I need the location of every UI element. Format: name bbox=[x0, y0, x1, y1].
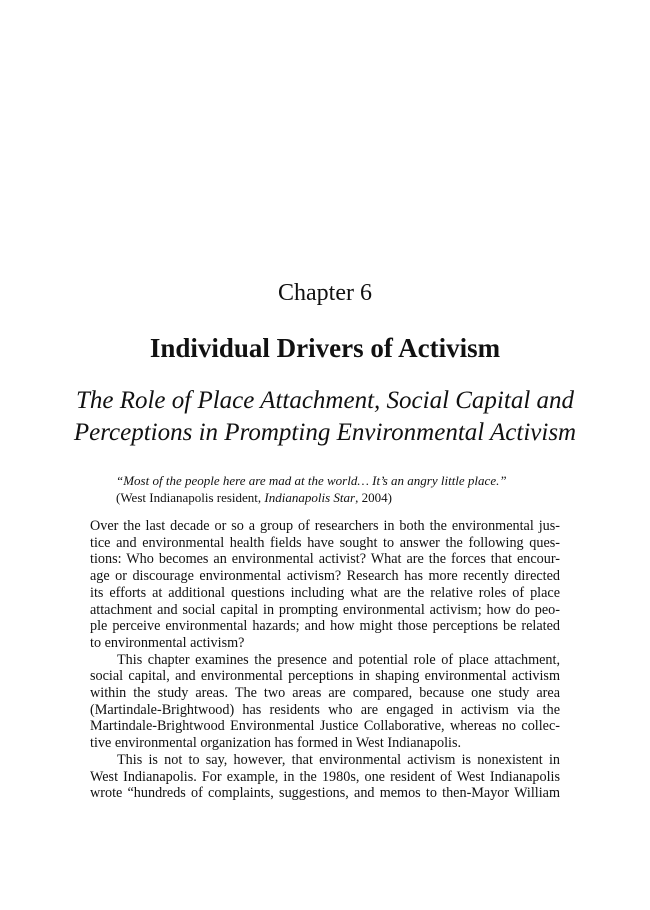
chapter-label: Chapter 6 bbox=[278, 280, 372, 306]
body-line: West Indianapolis. For example, in the 1980s, one resident of West Indianapolis bbox=[90, 768, 560, 785]
body-line: age or discourage environmental activism? Research has more recently directed bbox=[90, 568, 560, 585]
chapter-subtitle bbox=[60, 385, 590, 449]
body-text bbox=[90, 518, 560, 802]
epigraph bbox=[116, 472, 586, 506]
epigraph-quote: “Most of the people here are mad at the world… It’s an angry little place.” bbox=[116, 473, 507, 488]
body-line: to environmental activism? bbox=[90, 634, 245, 651]
body-line: attachment and social capital in prompting environmental activism; how do peo- bbox=[90, 601, 560, 618]
body-line: Over the last decade or so a group of researchers in both the environmental jus- bbox=[90, 518, 560, 534]
body-line: ple perceive environmental hazards; and how might those perceptions be related bbox=[90, 618, 560, 635]
attribution-suffix: , 2004) bbox=[355, 490, 392, 505]
body-line: tions: Who becomes an environmental activist? What are the forces that encour- bbox=[90, 551, 560, 568]
body-line: This chapter examines the presence and potential role of place attachment, bbox=[117, 651, 560, 668]
subtitle-line-1: The Role of Place Attachment, Social Capital and bbox=[75, 387, 575, 414]
epigraph-attribution bbox=[116, 489, 586, 506]
attribution-prefix: (West Indianapolis resident, bbox=[116, 490, 265, 505]
body-line: within the study areas. The two areas are compared, because one study area bbox=[90, 685, 560, 702]
body-line: tice and environmental health fields have sought to answer the following ques- bbox=[90, 534, 560, 551]
chapter-title: Individual Drivers of Activism bbox=[149, 333, 501, 363]
body-line: tive environmental organization has formed in West Indianapolis. bbox=[90, 735, 462, 752]
body-line: social capital, and environmental perceptions in shaping environmental activism bbox=[90, 668, 560, 685]
body-line: wrote “hundreds of complaints, suggestions, and memos to then-Mayor William bbox=[90, 785, 560, 802]
subtitle-line-2: Perceptions in Prompting Environmental Activism bbox=[73, 419, 577, 446]
body-line: its efforts at additional questions including what are the relative roles of place bbox=[90, 584, 560, 601]
body-line: This is not to say, however, that environmental activism is nonexistent in bbox=[117, 751, 560, 768]
body-line: Martindale-Brightwood Environmental Justice Collaborative, whereas no collec- bbox=[90, 718, 560, 735]
body-line: (Martindale-Brightwood) has residents who are engaged in activism via the bbox=[90, 701, 560, 718]
attribution-source: Indianapolis Star bbox=[264, 490, 356, 505]
